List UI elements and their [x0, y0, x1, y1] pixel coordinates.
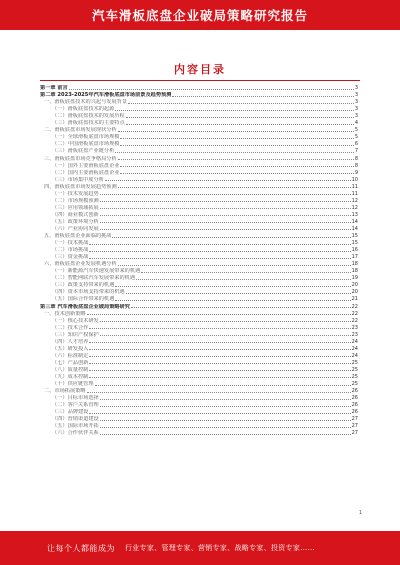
toc-entry-page: 27: [351, 430, 358, 437]
toc-leader-dots: [136, 279, 351, 280]
toc-entry-label: （三）资金挑战: [52, 254, 89, 261]
toc-leader-dots: [118, 131, 354, 132]
toc-leader-dots: [100, 201, 351, 202]
toc-entry[interactable]: [40, 274, 358, 281]
toc-entry-page: 8: [354, 162, 358, 169]
toc-entry-page: 5: [354, 127, 358, 134]
toc-entry[interactable]: [40, 288, 358, 295]
toc-entry-label: （四）商业模式创新: [52, 211, 99, 218]
toc-entry-page: 19: [351, 275, 358, 282]
toc-entry-page: 4: [354, 120, 358, 127]
toc-entry-page: 3: [354, 92, 358, 99]
toc-entry-page: 26: [351, 409, 358, 416]
toc-entry-page: 11: [351, 183, 358, 190]
toc-entry-page: 26: [351, 388, 358, 395]
toc-entry-page: 26: [351, 402, 358, 409]
toc-entry[interactable]: [40, 84, 358, 91]
toc-leader-dots: [115, 152, 354, 153]
toc-entry-label: （六）合作伙伴关系: [52, 430, 99, 437]
toc-entry[interactable]: [40, 331, 358, 338]
toc-entry-label: （六）标准制定: [52, 352, 89, 359]
toc-leader-dots: [115, 110, 354, 111]
toc-entry[interactable]: [40, 98, 358, 105]
toc-leader-dots: [126, 293, 351, 294]
toc-entry-label: （五）研发投入: [52, 345, 89, 352]
toc-entry-label: （二）中国滑板底盘市场规模: [52, 141, 120, 148]
toc-entry-label: 一、技术创新策略: [44, 310, 86, 317]
toc-entry[interactable]: [40, 133, 358, 140]
toc-entry-label: （二）市场规模预测: [52, 197, 99, 204]
toc-leader-dots: [100, 215, 351, 216]
toc-entry-label: （一）目标市场选择: [52, 395, 99, 402]
toc-entry-page: 25: [351, 359, 358, 366]
report-title: 汽车滑板底盘企业破局策略研究报告: [91, 8, 308, 23]
toc-entry[interactable]: [40, 112, 358, 119]
toc-leader-dots: [89, 349, 350, 350]
toc-entry-label: （一）核心技术研发: [52, 317, 99, 324]
toc-entry-label: （一）技术发展趋势: [52, 190, 99, 197]
toc-entry-page: 22: [351, 317, 358, 324]
toc-leader-dots: [100, 321, 351, 322]
toc-entry[interactable]: [40, 429, 358, 436]
toc-entry[interactable]: [40, 225, 358, 232]
toc-entry-page: 5: [354, 134, 358, 141]
toc-entry-label: （一）全球滑板底盘市场规模: [52, 134, 120, 141]
toc-entry[interactable]: [40, 373, 358, 380]
toc-entry[interactable]: [40, 253, 358, 260]
toc-leader-dots: [89, 244, 350, 245]
toc-leader-dots: [89, 370, 350, 371]
toc-entry-label: （三）政策支持带来的机遇: [52, 282, 115, 289]
toc-entry-label: （一）新能源汽车快速发展带来的机遇: [52, 268, 141, 275]
toc-entry-page: 25: [351, 366, 358, 373]
toc-entry-page: 24: [351, 338, 358, 345]
toc-entry[interactable]: [40, 380, 358, 387]
toc-entry-label: （四）人才培养: [52, 338, 89, 345]
toc-leader-dots: [115, 300, 350, 301]
toc-entry-page: 12: [351, 197, 358, 204]
toc-entry[interactable]: [40, 126, 358, 133]
toc-entry[interactable]: [40, 302, 358, 309]
toc-entry-label: 四、滑板底盘市场发展趋势预测: [44, 183, 117, 190]
toc-entry[interactable]: [40, 260, 358, 267]
toc-entry-page: 21: [351, 296, 358, 303]
toc-entry-page: 15: [351, 240, 358, 247]
toc-entry-page: 3: [354, 106, 358, 113]
toc-entry-page: 27: [351, 423, 358, 430]
toc-entry-label: 二、滑板底盘市场发展现状分析: [44, 127, 117, 134]
toc-entry-label: （一）技术挑战: [52, 240, 89, 247]
header-band: [0, 0, 400, 30]
toc-entry-page: 17: [351, 254, 358, 261]
toc-entry-label: 六、滑板底盘企业发展机遇分析: [44, 261, 117, 268]
toc-entry[interactable]: [40, 218, 358, 225]
toc-entry-page: 22: [351, 310, 358, 317]
toc-entry[interactable]: [40, 211, 358, 218]
toc-leader-dots: [100, 194, 351, 195]
toc-entry[interactable]: [40, 119, 358, 126]
toc-leader-dots: [100, 335, 351, 336]
toc-leader-dots: [172, 96, 353, 97]
toc-leader-dots: [105, 180, 351, 181]
toc-entry-label: 第二章 2023-2025年汽车滑板底盘市场前景及趋势预测: [40, 92, 172, 99]
toc-entry-label: （二）滑板底盘技术的发展历程: [52, 113, 125, 120]
toc-leader-dots: [89, 328, 350, 329]
toc-entry-page: 22: [351, 303, 358, 310]
toc-entry[interactable]: [40, 239, 358, 246]
footer-band: [0, 531, 400, 565]
toc-entry[interactable]: [40, 324, 358, 331]
toc-leader-dots: [126, 117, 354, 118]
toc-leader-dots: [120, 166, 353, 167]
toc-leader-dots: [100, 229, 351, 230]
toc-leader-dots: [100, 222, 351, 223]
toc-entry[interactable]: [40, 105, 358, 112]
toc-entry[interactable]: [40, 345, 358, 352]
toc-entry-label: （二）市场挑战: [52, 247, 89, 254]
toc-entry-label: （四）资本市场支持带来的机遇: [52, 289, 125, 296]
toc-entry-label: （二）技术合作: [52, 324, 89, 331]
toc-entry[interactable]: [40, 408, 358, 415]
toc-entry-page: 26: [351, 395, 358, 402]
toc-leader-dots: [118, 159, 354, 160]
toc-entry-label: （三）知识产权保护: [52, 331, 99, 338]
toc-leader-dots: [112, 237, 350, 238]
toc-entry-label: 五、滑板底盘企业面临的挑战: [44, 233, 112, 240]
toc-divider: [40, 80, 360, 81]
toc-leader-dots: [141, 272, 350, 273]
toc-entry-page: 3: [354, 99, 358, 106]
toc-entry[interactable]: [40, 190, 358, 197]
toc-leader-dots: [89, 413, 350, 414]
toc-leader-dots: [89, 363, 350, 364]
toc-leader-dots: [87, 392, 351, 393]
toc-entry-label: （三）应用领域拓展: [52, 204, 99, 211]
toc-leader-dots: [89, 377, 350, 378]
toc-leader-dots: [69, 89, 354, 90]
toc-entry-page: 18: [351, 268, 358, 275]
toc-leader-dots: [100, 427, 351, 428]
toc-entry-label: 二、市场拓展策略: [44, 388, 86, 395]
toc-entry[interactable]: [40, 415, 358, 422]
toc-entry-label: （七）产品创新: [52, 359, 89, 366]
footer-tagline: 行业专家、管理专家、营销专家、战略专家、投资专家……: [125, 544, 315, 552]
toc-leader-dots: [120, 138, 353, 139]
toc-entry-page: 7: [354, 148, 358, 155]
toc-leader-dots: [120, 145, 353, 146]
toc-entry-label: （一）滑板底盘技术的起源: [52, 106, 115, 113]
toc-entry-label: （十）供应链管理: [52, 381, 94, 388]
toc-entry-label: （五）政策环境分析: [52, 218, 99, 225]
toc-entry[interactable]: [40, 366, 358, 373]
toc-entry[interactable]: [40, 359, 358, 366]
toc-entry[interactable]: [40, 204, 358, 211]
toc-entry-page: 6: [354, 141, 358, 148]
toc-leader-dots: [128, 103, 354, 104]
toc-leader-dots: [89, 342, 350, 343]
toc-entry-page: 12: [351, 204, 358, 211]
toc-entry-page: 25: [351, 373, 358, 380]
toc-entry-page: 20: [351, 282, 358, 289]
toc-entry-page: 9: [354, 169, 358, 176]
toc-entry-page: 15: [351, 233, 358, 240]
toc-entry-label: （一）国外主要滑板底盘企业: [52, 162, 120, 169]
toc-entry-page: 14: [351, 225, 358, 232]
toc-entry-page: 24: [351, 352, 358, 359]
toc-leader-dots: [95, 385, 351, 386]
toc-entry-label: （四）营销渠道建设: [52, 416, 99, 423]
toc-leader-dots: [89, 356, 350, 357]
toc-entry[interactable]: [40, 317, 358, 324]
toc-entry-page: 16: [351, 247, 358, 254]
toc-leader-dots: [131, 307, 351, 308]
toc-entry-label: （五）国际市场开拓: [52, 423, 99, 430]
toc-entry[interactable]: [40, 91, 358, 98]
toc-entry-label: （五）国际合作带来的机遇: [52, 296, 115, 303]
toc-entry-label: （三）滑板底盘技术的主要特点: [52, 120, 125, 127]
toc-entry-label: （九）成本控制: [52, 373, 89, 380]
toc-entry-label: 三、滑板底盘市场竞争格局分析: [44, 155, 117, 162]
toc-entry-label: （三）滑板底盘产业链分析: [52, 148, 115, 155]
toc-entry-page: 20: [351, 289, 358, 296]
toc-entry[interactable]: [40, 394, 358, 401]
toc-leader-dots: [100, 399, 351, 400]
toc-entry-page: 3: [354, 113, 358, 120]
toc-leader-dots: [115, 286, 350, 287]
toc-entry[interactable]: [40, 352, 358, 359]
toc-entry-label: （二）国内主要滑板底盘企业: [52, 169, 120, 176]
toc-entry[interactable]: [40, 197, 358, 204]
toc-entry-label: 第三章 汽车滑板底盘企业破局策略研究: [40, 303, 130, 310]
toc-leader-dots: [120, 173, 353, 174]
toc-entry[interactable]: [40, 387, 358, 394]
toc-leader-dots: [89, 258, 350, 259]
toc-leader-dots: [100, 208, 351, 209]
toc-heading: 内容目录: [174, 63, 226, 76]
toc-entry-page: 24: [351, 345, 358, 352]
toc-entry-page: 27: [351, 416, 358, 423]
toc-entry-page: 23: [351, 324, 358, 331]
toc-entry[interactable]: [40, 422, 358, 429]
toc-leader-dots: [118, 187, 351, 188]
toc-entry-page: 14: [351, 218, 358, 225]
toc-entry-page: 25: [351, 381, 358, 388]
toc-leader-dots: [100, 420, 351, 421]
footer-slogan: 让每个人都能成为: [47, 543, 115, 553]
toc-entry-label: （二）客户关系管理: [52, 402, 99, 409]
toc-entry[interactable]: [40, 147, 358, 154]
toc-entry-label: （二）智能网联汽车发展带来的机遇: [52, 275, 136, 282]
toc-entry[interactable]: [40, 401, 358, 408]
toc-entry[interactable]: [40, 232, 358, 239]
toc-entry-label: （三）市场集中度分析: [52, 176, 104, 183]
toc-leader-dots: [126, 124, 354, 125]
toc-entry[interactable]: [40, 169, 358, 176]
toc-entry-page: 13: [351, 211, 358, 218]
toc-entry[interactable]: [40, 281, 358, 288]
toc-entry-label: （八）质量控制: [52, 366, 89, 373]
toc-entry-label: （六）产业协同发展: [52, 225, 99, 232]
toc-entry-page: 18: [351, 261, 358, 268]
toc-entry[interactable]: [40, 183, 358, 190]
toc-leader-dots: [89, 251, 350, 252]
toc-entry-page: 3: [354, 85, 358, 92]
toc-entry[interactable]: [40, 154, 358, 161]
toc-entry-page: 11: [351, 190, 358, 197]
toc-entry-page: 10: [351, 176, 358, 183]
toc-entry[interactable]: [40, 140, 358, 147]
toc-entry[interactable]: [40, 267, 358, 274]
toc-entry[interactable]: [40, 338, 358, 345]
toc-entry[interactable]: [40, 295, 358, 302]
page-number: 1: [358, 510, 362, 516]
toc-entry-label: 第一章 前言: [40, 85, 68, 92]
toc-entry[interactable]: [40, 176, 358, 183]
table-of-contents: [40, 84, 358, 436]
toc-entry-label: 一、滑板底盘技术的兴起与发展背景: [44, 99, 128, 106]
toc-leader-dots: [87, 314, 351, 315]
toc-entry-label: （三）品牌建设: [52, 409, 89, 416]
toc-leader-dots: [118, 265, 351, 266]
toc-entry-page: 8: [354, 155, 358, 162]
toc-entry[interactable]: [40, 246, 358, 253]
toc-leader-dots: [100, 434, 351, 435]
toc-entry-page: 23: [351, 331, 358, 338]
toc-entry[interactable]: [40, 310, 358, 317]
toc-entry[interactable]: [40, 162, 358, 169]
toc-leader-dots: [100, 406, 351, 407]
